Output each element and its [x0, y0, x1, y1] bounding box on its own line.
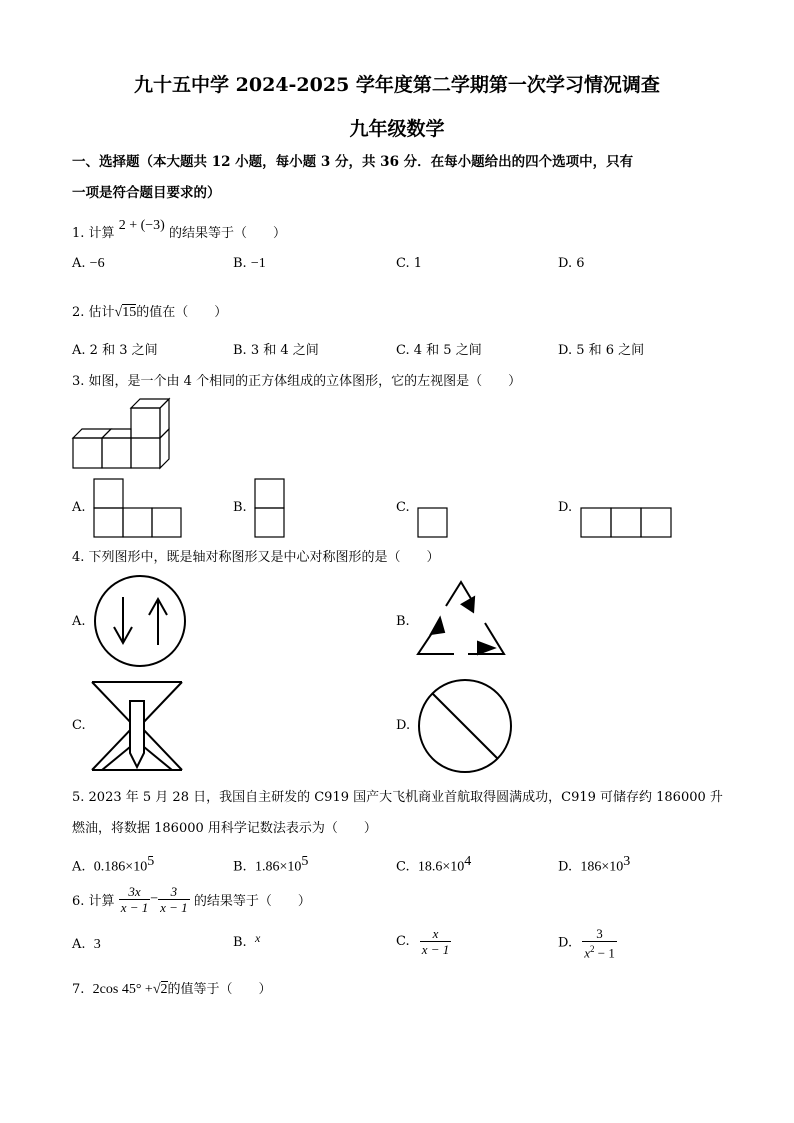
q6-prefix: 6. 计算: [72, 894, 115, 909]
question-5-line2: 燃油，将数据 186000 用科学记数法表示为（ ）: [72, 821, 377, 836]
q3-solid-figure: [72, 398, 172, 470]
q6-option-d[interactable]: [558, 926, 617, 960]
option-value: 5 和 6 之间: [576, 343, 645, 358]
den-rest: − 1: [594, 945, 615, 961]
option-label: C.: [396, 859, 410, 875]
q5-option-d[interactable]: [558, 854, 630, 875]
question-3: 3. 如图，是一个由 4 个相同的正方体组成的立体图形，它的左视图是（ ）: [72, 374, 522, 389]
q3-option-c[interactable]: [396, 500, 410, 515]
q4-option-c[interactable]: [72, 718, 86, 733]
option-label: A.: [72, 256, 86, 271]
option-label: B.: [233, 500, 247, 515]
option-label: C.: [396, 343, 410, 358]
q1-expression: 2 + (−3): [118, 218, 165, 233]
den-base: x: [584, 945, 591, 961]
option-value: 6: [576, 256, 585, 271]
q4-option-a-figure: [92, 575, 190, 669]
q2-option-c[interactable]: [396, 339, 482, 358]
option-label: A.: [72, 614, 86, 629]
option-label: A.: [72, 859, 86, 875]
option-label: D.: [396, 718, 411, 733]
q2-sqrt: √15: [114, 305, 137, 320]
fraction-denominator: x − 1: [160, 900, 188, 915]
q7-suffix: 的值等于（ ）: [167, 982, 272, 997]
q6-option-d-fraction: [582, 926, 617, 960]
option-exponent: 3: [623, 854, 631, 869]
q3-option-b-figure: [254, 478, 286, 538]
option-label: A.: [72, 343, 86, 358]
option-value: 2 和 3 之间: [89, 343, 158, 358]
section-heading-line2: 一项是符合题目要求的）: [72, 185, 221, 201]
option-label: A.: [72, 500, 86, 515]
q4-option-a[interactable]: [72, 614, 86, 629]
option-label: A.: [72, 937, 86, 952]
fraction-numerator: 3x: [128, 884, 141, 899]
fraction-denominator: [582, 941, 617, 960]
den-exponent: 2: [590, 944, 595, 954]
option-exponent: 5: [301, 854, 309, 869]
q4-option-b[interactable]: [396, 614, 410, 629]
question-2: [72, 301, 227, 321]
q7-sqrt: √2: [152, 982, 168, 997]
q3-option-d-figure: [580, 507, 672, 539]
q6-option-c[interactable]: [396, 926, 451, 957]
q5-option-b[interactable]: [233, 854, 308, 875]
question-4: 4. 下列图形中，既是轴对称图形又是中心对称图形的是（ ）: [72, 550, 440, 565]
q2-suffix: 的值在（ ）: [136, 305, 228, 320]
question-6: [72, 884, 311, 915]
q7-prefix: 7.: [72, 982, 85, 997]
q2-radicand: 15: [122, 305, 137, 320]
page-subtitle: 九年级数学: [349, 118, 445, 140]
q1-prefix: 1. 计算: [72, 226, 115, 241]
option-value: 3 和 4 之间: [250, 343, 319, 358]
q2-option-d[interactable]: [558, 339, 644, 358]
option-label: B.: [233, 256, 247, 271]
option-label: C.: [396, 500, 410, 515]
q6-minus: −: [150, 891, 159, 907]
q4-option-b-figure: [416, 580, 506, 656]
q4-option-d[interactable]: [396, 718, 410, 733]
option-value: 4 和 5 之间: [413, 343, 482, 358]
q3-option-a-figure: [93, 478, 182, 538]
option-label: C.: [72, 718, 86, 733]
q1-option-a[interactable]: [72, 256, 105, 272]
q7-radicand: 2: [160, 982, 168, 997]
option-value: 186×10: [580, 859, 624, 875]
option-value: 3: [93, 937, 101, 952]
option-value: −6: [89, 256, 105, 271]
q3-option-b[interactable]: [233, 500, 247, 515]
q5-option-c[interactable]: [396, 854, 471, 875]
q6-option-b[interactable]: [233, 931, 261, 950]
fraction-numerator: x: [432, 926, 439, 941]
option-value: 1.86×10: [254, 859, 302, 875]
option-label: D.: [558, 500, 573, 515]
option-label: B.: [233, 859, 247, 875]
option-label: C.: [396, 256, 410, 271]
q7-expression: 2cos 45° +: [92, 982, 153, 997]
q6-fraction-2: [158, 884, 190, 915]
option-value: 0.186×10: [93, 859, 148, 875]
q2-prefix: 2. 估计: [72, 305, 115, 320]
q1-suffix: 的结果等于（ ）: [168, 226, 286, 241]
option-value: 18.6×10: [417, 859, 465, 875]
page-title: 九十五中学 2024-2025 学年度第二学期第一次学习情况调查: [134, 74, 660, 96]
option-exponent: 4: [464, 854, 472, 869]
question-7: [72, 978, 272, 998]
section-heading-line1: 一、选择题（本大题共 12 小题，每小题 3 分，共 36 分．在每小题给出的四个选项中，只有: [72, 154, 634, 170]
q6-option-a[interactable]: [72, 937, 101, 953]
q6-fraction-1: [119, 884, 151, 915]
question-5-line1: 5. 2023 年 5 月 28 日，我国自主研发的 C919 国产大飞机商业首航取得圆满成功，C919 可储存约 186000 升: [72, 790, 723, 805]
q2-option-a[interactable]: [72, 339, 158, 358]
q3-option-c-figure: [417, 507, 449, 539]
option-label: D.: [558, 343, 573, 358]
option-exponent: 5: [147, 854, 155, 869]
q1-option-d[interactable]: [558, 256, 585, 271]
question-1: [72, 218, 286, 242]
q5-option-a[interactable]: [72, 854, 154, 875]
q2-option-b[interactable]: [233, 339, 319, 358]
q6-option-c-fraction: [420, 926, 452, 957]
fraction-numerator: 3: [596, 926, 603, 941]
option-label: B.: [396, 614, 410, 629]
option-label: D.: [558, 256, 573, 271]
option-value: −1: [250, 256, 266, 271]
option-label: C.: [396, 934, 410, 949]
fraction-denominator: x − 1: [421, 942, 450, 957]
fraction-denominator: x − 1: [120, 900, 149, 915]
option-value: 1: [413, 256, 423, 271]
q4-option-c-figure: [92, 681, 184, 771]
q3-option-d[interactable]: [558, 500, 572, 515]
q1-option-c[interactable]: [396, 256, 422, 271]
fraction-numerator: 3: [170, 884, 178, 899]
q4-option-d-figure: [416, 679, 516, 775]
option-label: B.: [233, 343, 247, 358]
q6-suffix: 的结果等于（ ）: [193, 894, 311, 909]
option-value: x: [254, 931, 261, 945]
option-label: B.: [233, 935, 247, 950]
q1-option-b[interactable]: [233, 256, 266, 272]
option-label: D.: [558, 859, 573, 875]
q3-option-a[interactable]: [72, 500, 86, 515]
option-label: D.: [558, 935, 573, 951]
